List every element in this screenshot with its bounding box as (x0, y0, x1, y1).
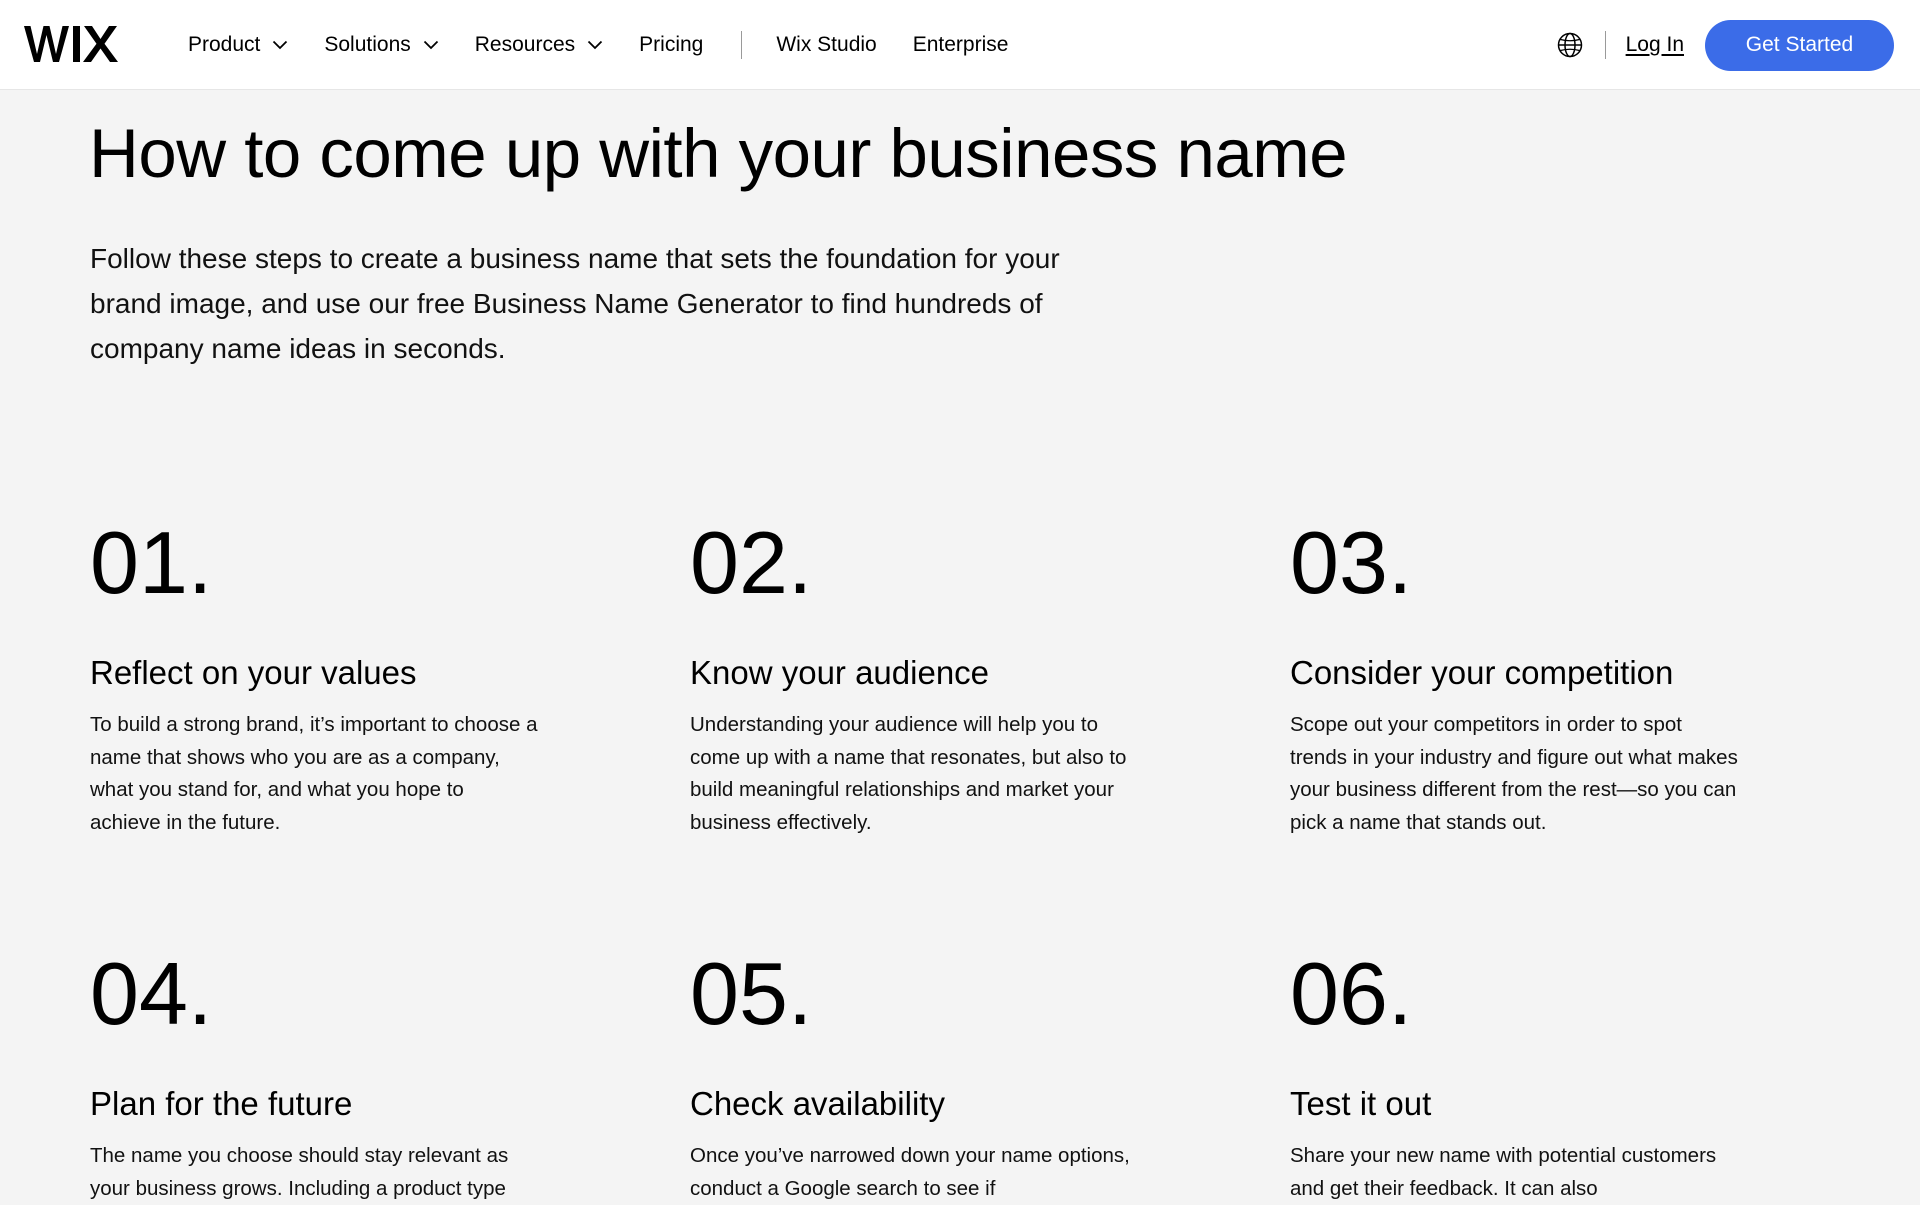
step-title: Test it out (1290, 1085, 1432, 1122)
nav-solutions[interactable] (324, 33, 438, 57)
main-nav (188, 0, 1044, 90)
step-title: Reflect on your values (90, 654, 417, 691)
nav-wix-studio-label: Wix Studio (776, 33, 877, 56)
step-number: 05. (690, 944, 813, 1043)
step-card (90, 513, 540, 835)
get-started-button[interactable]: Get Started (1705, 20, 1894, 71)
header-actions (1557, 0, 1894, 90)
step-description: Once you’ve narrowed down your name options, conduct a Google search to see if (690, 1144, 1130, 1200)
step-description: Share your new name with potential customers and get their feedback. It can also (1290, 1144, 1717, 1200)
nav-enterprise[interactable] (913, 33, 1009, 57)
nav-resources-label: Resources (474, 33, 576, 56)
chevron-down-icon (272, 40, 288, 50)
step-card (690, 513, 1140, 835)
step-description: Scope out your competitors in order to spot trends in your industry and figure out what makes your business different from the rest—so you can pick a name that stands out. (1290, 713, 1738, 835)
step-title: Plan for the future (90, 1085, 353, 1122)
nav-pricing[interactable] (639, 33, 703, 57)
step-description: Understanding your audience will help you to come up with a name that resonates, but also to build meaningful relationships and market your business effectively. (690, 713, 1127, 835)
nav-pricing-label: Pricing (639, 33, 704, 56)
step-number: 06. (1290, 944, 1413, 1043)
step-description: To build a strong brand, it’s important to choose a name that shows who you are as a company, what you stand for, and what you hope to achieve in the future. (90, 713, 538, 835)
header-divider (1605, 31, 1606, 59)
step-card (1290, 513, 1740, 835)
page-title: How to come up with your business name (89, 115, 1348, 192)
step-number: 01. (90, 513, 213, 612)
step-number: 02. (690, 513, 813, 612)
site-header (0, 0, 1920, 90)
step-description: The name you choose should stay relevant as your business grows. Including a product type (90, 1144, 509, 1200)
nav-resources[interactable] (475, 33, 603, 57)
nav-divider (741, 31, 742, 59)
nav-wix-studio[interactable] (776, 33, 876, 57)
intro-paragraph: Follow these steps to create a business name that sets the foundation for your brand image, and use our free Business Name Generator to find hundreds of company name ideas in seconds. (90, 243, 1060, 364)
step-card (90, 944, 540, 1200)
chevron-down-icon (423, 40, 439, 50)
wix-logo[interactable] (24, 22, 122, 66)
login-link[interactable]: Log In (1625, 33, 1684, 56)
step-title: Know your audience (690, 654, 990, 691)
globe-icon[interactable] (1557, 32, 1583, 58)
step-card (690, 944, 1140, 1200)
chevron-down-icon (587, 40, 603, 50)
step-title: Consider your competition (1290, 654, 1674, 691)
step-title: Check availability (690, 1085, 945, 1122)
nav-enterprise-label: Enterprise (912, 33, 1009, 56)
nav-product[interactable] (188, 33, 288, 57)
nav-solutions-label: Solutions (324, 33, 411, 56)
step-number: 04. (90, 944, 213, 1043)
step-card (1290, 944, 1740, 1200)
step-number: 03. (1290, 513, 1413, 612)
nav-product-label: Product (188, 33, 261, 56)
